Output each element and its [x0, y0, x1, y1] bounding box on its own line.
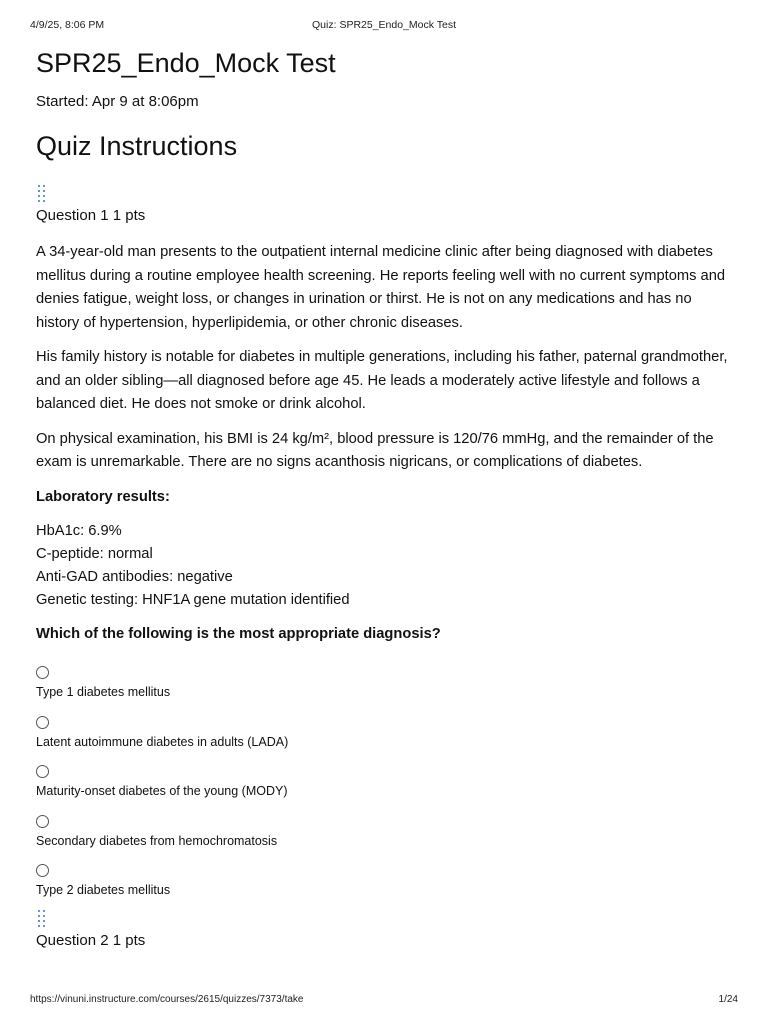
answer-label[interactable]: Type 1 diabetes mellitus	[36, 684, 171, 699]
question-1-prompt: Which of the following is the most appropriate diagnosis?	[36, 625, 441, 642]
radio-button[interactable]	[36, 666, 49, 679]
drag-handle-icon[interactable]	[36, 910, 48, 928]
answer-option[interactable]	[36, 710, 736, 760]
print-url: https://vinuni.instructure.com/courses/2615/quizzes/7373/take	[30, 994, 304, 1005]
lab-result-item: HbA1c: 6.9%	[36, 522, 122, 539]
radio-button[interactable]	[36, 716, 49, 729]
answer-label[interactable]: Secondary diabetes from hemochromatosis	[36, 833, 278, 848]
lab-result-item: Genetic testing: HNF1A gene mutation identified	[36, 591, 350, 608]
print-page-number: 1/24	[718, 994, 738, 1005]
answer-option[interactable]	[36, 858, 736, 908]
print-datetime: 4/9/25, 8:06 PM	[30, 19, 105, 31]
lab-result-item: C-peptide: normal	[36, 545, 153, 562]
radio-button[interactable]	[36, 864, 49, 877]
question-2-header: Question 2 1 pts	[36, 931, 146, 949]
drag-handle-icon[interactable]	[36, 185, 48, 203]
question-1-paragraph: On physical examination, his BMI is 24 kg/m², blood pressure is 120/76 mmHg, and the remainder of the exam is unremarkable. There are no signs acanthosis nigricans, or complications of diabetes.	[36, 430, 714, 471]
print-page-title: Quiz: SPR25_Endo_Mock Test	[312, 19, 456, 31]
lab-results-heading: Laboratory results:	[36, 488, 170, 505]
answer-label[interactable]: Latent autoimmune diabetes in adults (LADA)	[36, 734, 289, 749]
started-timestamp: Started: Apr 9 at 8:06pm	[36, 93, 199, 110]
radio-button[interactable]	[36, 765, 49, 778]
answer-option[interactable]	[36, 759, 736, 809]
answer-label[interactable]: Type 2 diabetes mellitus	[36, 883, 171, 898]
answer-label[interactable]: Maturity-onset diabetes of the young (MODY)	[36, 784, 288, 799]
answer-option[interactable]	[36, 660, 736, 710]
answer-option[interactable]	[36, 809, 736, 859]
quiz-title: SPR25_Endo_Mock Test	[36, 48, 336, 78]
lab-results-list	[36, 520, 736, 612]
question-1-paragraph: A 34-year-old man presents to the outpatient internal medicine clinic after being diagnosed with diabetes mellitus during a routine employee health screening. He reports feeling well with no current symptoms and denies fatigue, weight loss, or changes in urination or thirst. He is not on any medications and has no history of hypertension, hyperlipidemia, or other chronic diseases.	[36, 244, 726, 331]
lab-result-item: Anti-GAD antibodies: negative	[36, 568, 233, 585]
answer-options	[36, 660, 736, 908]
print-header	[30, 19, 738, 33]
question-1-paragraph: His family history is notable for diabetes in multiple generations, including his father, paternal grandmother, and an older sibling—all diagnosed before age 45. He leads a moderately active lifestyle and follows a balanced diet. He does not smoke or drink alcohol.	[36, 349, 728, 413]
question-1-header: Question 1 1 pts	[36, 207, 146, 225]
quiz-instructions-heading: Quiz Instructions	[36, 131, 238, 161]
print-footer	[30, 994, 738, 1008]
quiz-content	[36, 46, 736, 950]
radio-button[interactable]	[36, 815, 49, 828]
